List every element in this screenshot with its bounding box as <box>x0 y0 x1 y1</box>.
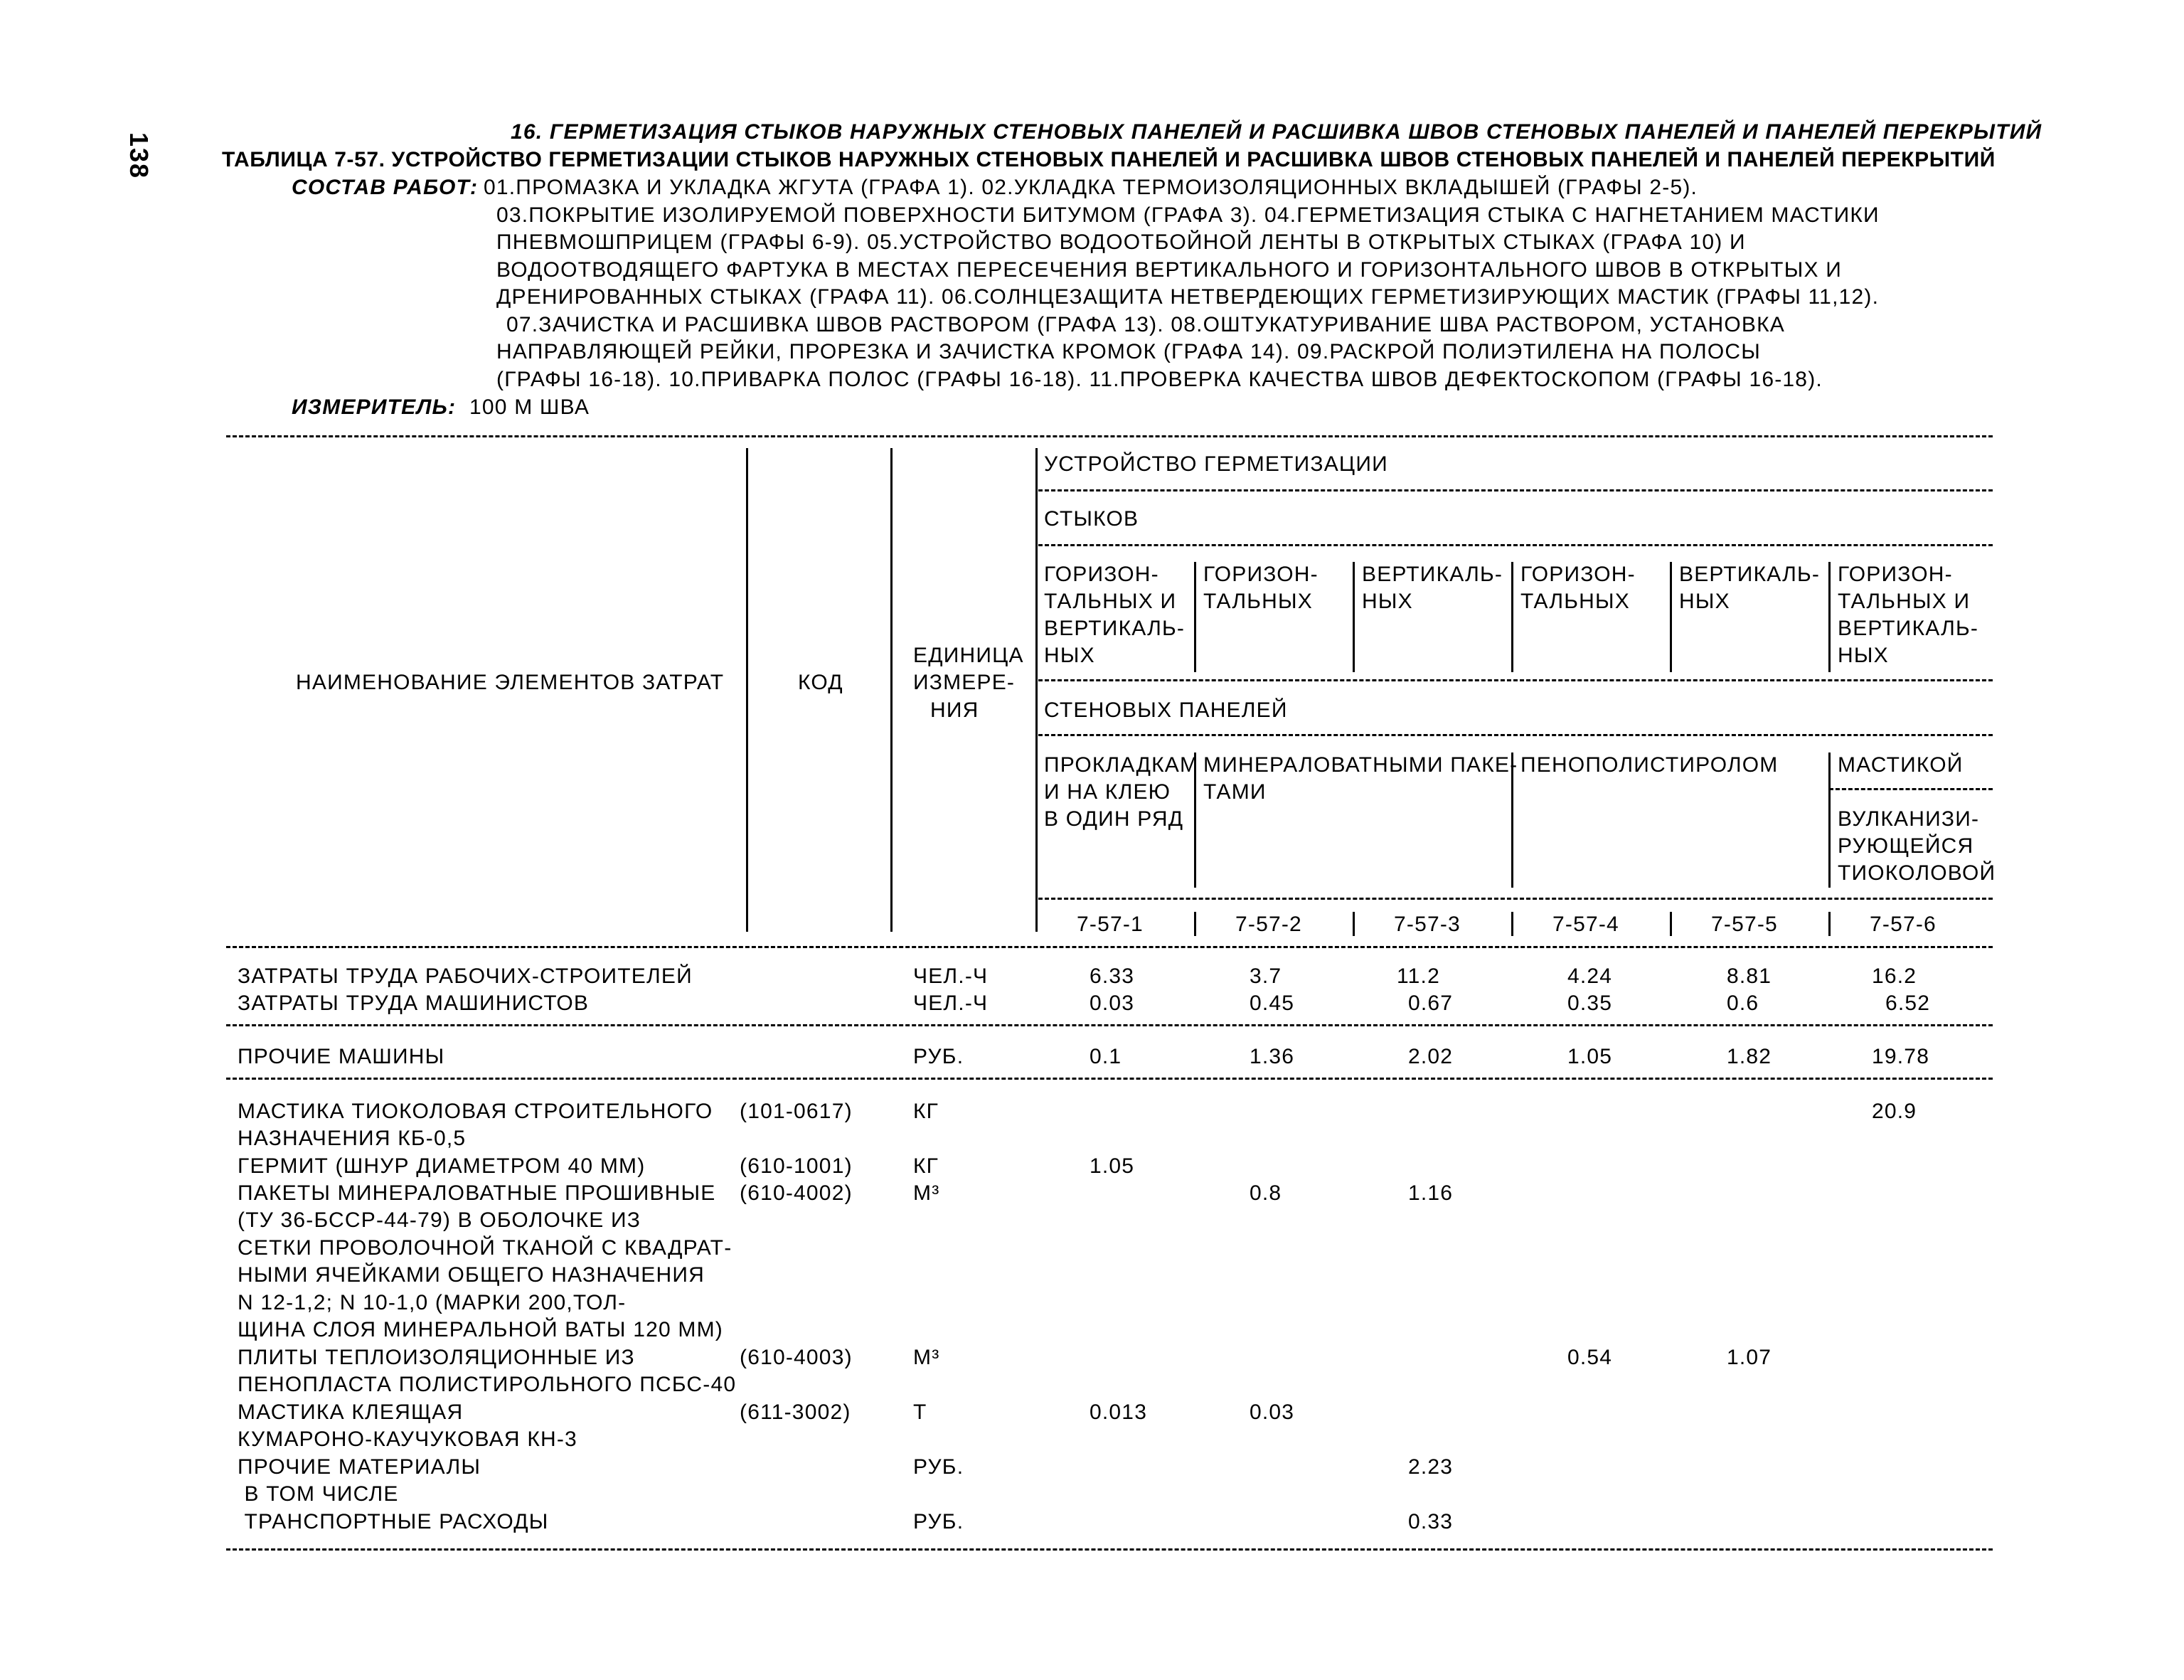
column-code: 7-57-5 <box>1711 913 1778 936</box>
header-rule <box>1038 489 1993 491</box>
row-value: 8.81 <box>1727 964 1772 988</box>
header-rule <box>1038 544 1993 546</box>
row-name: ПЕНОПЛАСТА ПОЛИСТИРОЛЬНОГО ПСБС-40 <box>238 1373 737 1396</box>
row-unit: Т <box>913 1400 927 1424</box>
column-separator <box>1828 912 1831 936</box>
row-value: 0.1 <box>1090 1045 1122 1068</box>
row-value: 2.02 <box>1408 1045 1454 1068</box>
column-code: 7-57-6 <box>1870 913 1937 936</box>
row-unit: М³ <box>913 1346 940 1369</box>
row-name: ТРАНСПОРТНЫЕ РАСХОДЫ <box>238 1510 549 1533</box>
joint-type: ВЕРТИКАЛЬ- <box>1679 563 1821 586</box>
column-separator <box>1035 448 1038 932</box>
material-type: МАСТИКОЙ <box>1838 753 1964 777</box>
section-title: 16. ГЕРМЕТИЗАЦИЯ СТЫКОВ НАРУЖНЫХ СТЕНОВЫХ ПАНЕЛЕЙ И РАСШИВКА ШВОВ СТЕНОВЫХ ПАНЕЛЕЙ И ПАНЕЛЕЙ ПЕРЕКРЫТИЙ <box>511 120 2042 144</box>
row-value: 20.9 <box>1872 1100 1917 1123</box>
composition-line: 07.ЗАЧИСТКА И РАСШИВКА ШВОВ РАСТВОРОМ (ГРАФА 13). 08.ОШТУКАТУРИВАНИЕ ШВА РАСТВОРОМ, УСТАНОВКА <box>506 313 1786 336</box>
row-code: (611-3002) <box>740 1400 851 1424</box>
row-value: 19.78 <box>1872 1045 1930 1068</box>
joint-type: ТАЛЬНЫХ <box>1520 590 1631 613</box>
composition-label: СОСТАВ РАБОТ: <box>292 176 479 199</box>
row-value: 3.7 <box>1250 964 1282 988</box>
joint-type: НЫХ <box>1044 644 1095 667</box>
column-separator <box>1828 753 1831 888</box>
column-code: 7-57-2 <box>1235 913 1302 936</box>
row-name: (ТУ 36-БССР-44-79) В ОБОЛОЧКЕ ИЗ <box>238 1208 641 1232</box>
header-name: НАИМЕНОВАНИЕ ЭЛЕМЕНТОВ ЗАТРАТ <box>296 671 725 694</box>
row-value: 11.2 <box>1397 964 1440 988</box>
column-separator <box>1511 912 1513 936</box>
header-rule <box>1038 679 1993 681</box>
header-code: КОД <box>798 671 843 694</box>
row-value: 1.82 <box>1727 1045 1772 1068</box>
joint-type: ТАЛЬНЫХ И <box>1838 590 1971 613</box>
row-value: 1.16 <box>1408 1181 1454 1205</box>
row-name: ПРОЧИЕ МАШИНЫ <box>238 1045 445 1068</box>
row-name: В ТОМ ЧИСЛЕ <box>238 1482 399 1506</box>
joint-type: ТАЛЬНЫХ И <box>1044 590 1177 613</box>
measure-value: 100 М ШВА <box>469 395 590 419</box>
row-name: МАСТИКА КЛЕЯЩАЯ <box>238 1400 464 1424</box>
row-code: (610-4003) <box>740 1346 853 1369</box>
column-code: 7-57-4 <box>1552 913 1619 936</box>
header-rule <box>1829 788 1993 790</box>
row-name: НЫМИ ЯЧЕЙКАМИ ОБЩЕГО НАЗНАЧЕНИЯ <box>238 1263 705 1287</box>
header-unit: НИЯ <box>930 698 979 722</box>
row-value: 1.36 <box>1250 1045 1295 1068</box>
composition-line: (ГРАФЫ 16-18). 10.ПРИВАРКА ПОЛОС (ГРАФЫ 16-18). 11.ПРОВЕРКА КАЧЕСТВА ШВОВ ДЕФЕКТОСКОПОМ (ГРАФЫ 16-18). <box>496 368 1823 391</box>
row-name: КУМАРОНО-КАУЧУКОВАЯ КН-3 <box>238 1428 577 1451</box>
row-unit: ЧЕЛ.-Ч <box>913 964 989 988</box>
material-type: ВУЛКАНИЗИ- <box>1838 807 1980 831</box>
measure-label: ИЗМЕРИТЕЛЬ: <box>292 395 457 419</box>
row-name: ЗАТРАТЫ ТРУДА МАШИНИСТОВ <box>238 991 590 1015</box>
header-unit: ЕДИНИЦА <box>913 644 1024 667</box>
row-code: (610-1001) <box>740 1154 853 1178</box>
header-unit: ИЗМЕРЕ- <box>913 671 1016 694</box>
header-group: СТЫКОВ <box>1044 507 1139 531</box>
joint-type: НЫХ <box>1679 590 1730 613</box>
column-separator <box>1670 912 1672 936</box>
column-separator <box>1353 912 1355 936</box>
row-unit: ЧЕЛ.-Ч <box>913 991 989 1015</box>
row-unit: КГ <box>913 1154 939 1178</box>
material-type: РУЮЩЕЙСЯ <box>1838 834 1974 858</box>
column-code: 7-57-1 <box>1077 913 1144 936</box>
row-name: ЗАТРАТЫ ТРУДА РАБОЧИХ-СТРОИТЕЛЕЙ <box>238 964 693 988</box>
column-separator <box>746 448 748 932</box>
material-type: МИНЕРАЛОВАТНЫМИ ПАКЕ- <box>1203 753 1518 777</box>
row-value: 4.24 <box>1567 964 1613 988</box>
labor-bottom-rule <box>226 1024 1993 1026</box>
column-separator <box>1828 562 1831 672</box>
composition-line: 03.ПОКРЫТИЕ ИЗОЛИРУЕМОЙ ПОВЕРХНОСТИ БИТУМОМ (ГРАФА 3). 04.ГЕРМЕТИЗАЦИЯ СТЫКА С НАГНЕТАНИЕМ МАСТИКИ <box>496 203 1880 227</box>
material-type: ПЕНОПОЛИСТИРОЛОМ <box>1520 753 1779 777</box>
row-name: НАЗНАЧЕНИЯ КБ-0,5 <box>238 1127 467 1150</box>
row-name: ГЕРМИТ (ШНУР ДИАМЕТРОМ 40 ММ) <box>238 1154 646 1178</box>
row-name: ПЛИТЫ ТЕПЛОИЗОЛЯЦИОННЫЕ ИЗ <box>238 1346 635 1369</box>
row-name: МАСТИКА ТИОКОЛОВАЯ СТРОИТЕЛЬНОГО <box>238 1100 713 1123</box>
row-name: N 12-1,2; N 10-1,0 (МАРКИ 200,ТОЛ- <box>238 1291 627 1314</box>
column-separator <box>1353 562 1355 672</box>
row-value: 0.35 <box>1567 991 1613 1015</box>
header-group: СТЕНОВЫХ ПАНЕЛЕЙ <box>1044 698 1288 722</box>
page-number: 138 <box>124 132 154 180</box>
row-value: 0.67 <box>1408 991 1454 1015</box>
row-value: 6.52 <box>1885 991 1931 1015</box>
row-value: 1.05 <box>1567 1045 1613 1068</box>
row-value: 0.8 <box>1250 1181 1282 1205</box>
joint-type: ВЕРТИКАЛЬ- <box>1044 617 1186 640</box>
material-type: ПРОКЛАДКАМ <box>1044 753 1199 777</box>
row-value: 0.54 <box>1567 1346 1613 1369</box>
row-value: 0.013 <box>1090 1400 1148 1424</box>
row-code: (610-4002) <box>740 1181 853 1205</box>
column-separator <box>1194 912 1196 936</box>
joint-type: ВЕРТИКАЛЬ- <box>1362 563 1503 586</box>
header-group: УСТРОЙСТВО ГЕРМЕТИЗАЦИИ <box>1044 452 1388 476</box>
row-unit: РУБ. <box>913 1045 964 1068</box>
table-top-rule <box>226 435 1993 437</box>
composition-line: ДРЕНИРОВАННЫХ СТЫКАХ (ГРАФА 11). 06.СОЛНЦЕЗАЩИТА НЕТВЕРДЕЮЩИХ ГЕРМЕТИЗИРУЮЩИХ МАСТИК (ГРАФЫ 11,12). <box>496 285 1880 309</box>
material-type: ТИОКОЛОВОЙ <box>1838 861 1996 885</box>
machine-bottom-rule <box>226 1078 1993 1080</box>
row-unit: КГ <box>913 1100 939 1123</box>
column-separator <box>1194 562 1196 672</box>
row-value: 1.05 <box>1090 1154 1135 1178</box>
row-value: 0.6 <box>1727 991 1759 1015</box>
row-value: 0.45 <box>1250 991 1295 1015</box>
composition-line: НАПРАВЛЯЮЩЕЙ РЕЙКИ, ПРОРЕЗКА И ЗАЧИСТКА КРОМОК (ГРАФА 14). 09.РАСКРОЙ ПОЛИЭТИЛЕНА НА ПОЛОСЫ <box>496 340 1762 363</box>
material-type: В ОДИН РЯД <box>1044 807 1184 831</box>
header-rule <box>1038 734 1993 736</box>
joint-type: НЫХ <box>1362 590 1413 613</box>
material-type: ТАМИ <box>1203 780 1267 804</box>
row-name: ПАКЕТЫ МИНЕРАЛОВАТНЫЕ ПРОШИВНЫЕ <box>238 1181 716 1205</box>
row-value: 2.23 <box>1408 1455 1454 1479</box>
composition-line: ПНЕВМОШПРИЦЕМ (ГРАФЫ 6-9). 05.УСТРОЙСТВО ВОДООТБОЙНОЙ ЛЕНТЫ В ОТКРЫТЫХ СТЫКАХ (ГРАФА 10) И <box>496 230 1746 254</box>
table-title: ТАБЛИЦА 7-57. УСТРОЙСТВО ГЕРМЕТИЗАЦИИ СТЫКОВ НАРУЖНЫХ СТЕНОВЫХ ПАНЕЛЕЙ И РАСШИВКА ШВОВ СТЕНОВЫХ ПАНЕЛЕЙ И ПАНЕЛЕЙ ПЕРЕКРЫТИЙ <box>222 148 1996 171</box>
joint-type: НЫХ <box>1838 644 1889 667</box>
row-value: 0.03 <box>1090 991 1135 1015</box>
joint-type: ГОРИЗОН- <box>1203 563 1319 586</box>
row-code: (101-0617) <box>740 1100 853 1123</box>
header-bottom-rule <box>226 946 1993 948</box>
header-rule <box>1038 898 1993 900</box>
row-value: 0.33 <box>1408 1510 1454 1533</box>
row-value: 1.07 <box>1727 1346 1772 1369</box>
joint-type: ГОРИЗОН- <box>1838 563 1953 586</box>
joint-type: ТАЛЬНЫХ <box>1203 590 1314 613</box>
row-unit: РУБ. <box>913 1455 964 1479</box>
row-unit: М³ <box>913 1181 940 1205</box>
row-value: 16.2 <box>1872 964 1917 988</box>
composition-line: ВОДООТВОДЯЩЕГО ФАРТУКА В МЕСТАХ ПЕРЕСЕЧЕНИЯ ВЕРТИКАЛЬНОГО И ГОРИЗОНТАЛЬНОГО ШВОВ В ОТКРЫТЫХ И <box>496 258 1842 282</box>
row-value: 0.03 <box>1250 1400 1295 1424</box>
column-separator <box>890 448 893 932</box>
joint-type: ГОРИЗОН- <box>1044 563 1159 586</box>
composition-line: 01.ПРОМАЗКА И УКЛАДКА ЖГУТА (ГРАФА 1). 02.УКЛАДКА ТЕРМОИЗОЛЯЦИОННЫХ ВКЛАДЫШЕЙ (ГРАФЫ 2-5). <box>484 176 1698 199</box>
joint-type: ВЕРТИКАЛЬ- <box>1838 617 1979 640</box>
row-name: ЩИНА СЛОЯ МИНЕРАЛЬНОЙ ВАТЫ 120 ММ) <box>238 1318 723 1341</box>
column-code: 7-57-3 <box>1394 913 1461 936</box>
row-name: СЕТКИ ПРОВОЛОЧНОЙ ТКАНОЙ С КВАДРАТ- <box>238 1236 733 1260</box>
row-name: ПРОЧИЕ МАТЕРИАЛЫ <box>238 1455 481 1479</box>
column-separator <box>1670 562 1672 672</box>
row-value: 6.33 <box>1090 964 1135 988</box>
joint-type: ГОРИЗОН- <box>1520 563 1636 586</box>
table-bottom-rule <box>226 1548 1993 1551</box>
material-type: И НА КЛЕЮ <box>1044 780 1171 804</box>
row-unit: РУБ. <box>913 1510 964 1533</box>
column-separator <box>1511 562 1513 672</box>
